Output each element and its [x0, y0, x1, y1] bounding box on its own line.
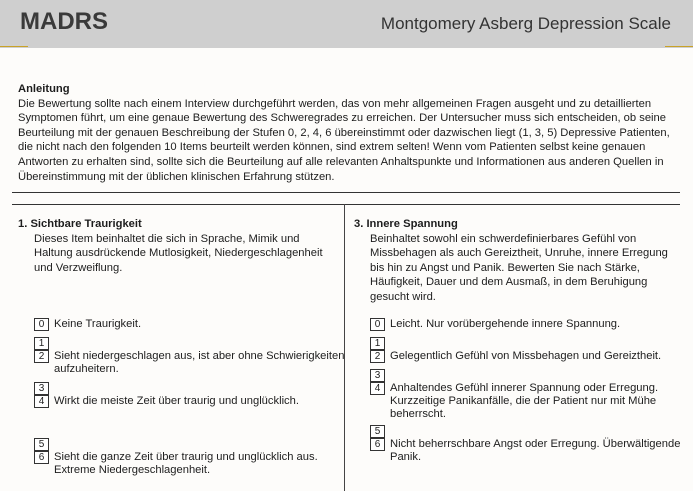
item-1-option-5[interactable]	[34, 438, 359, 451]
option-label: Sieht niedergeschlagen aus, ist aber ohne Schwierigkeiten aufzuheitern.	[54, 350, 345, 375]
item-3-header	[354, 217, 679, 305]
item-3-option-4[interactable]	[370, 382, 693, 421]
item-1-title: 1. Sichtbare Traurigkeit	[18, 218, 142, 230]
item-1-option-6[interactable]	[34, 451, 359, 477]
score-checkbox[interactable]: 0	[370, 318, 385, 331]
item-3-title: 3. Innere Spannung	[354, 218, 458, 230]
item-1-option-4[interactable]	[34, 395, 359, 408]
crop-mark-left	[0, 46, 28, 47]
item-1-option-1[interactable]	[34, 337, 359, 350]
score-checkbox[interactable]: 2	[34, 350, 49, 363]
score-checkbox[interactable]: 4	[34, 395, 49, 408]
score-checkbox[interactable]: 5	[370, 425, 385, 438]
instructions	[18, 82, 675, 184]
score-checkbox[interactable]: 5	[34, 438, 49, 451]
score-checkbox[interactable]: 1	[34, 337, 49, 350]
item-3-option-1[interactable]	[370, 337, 693, 350]
item-3-description: Beinhaltet sowohl ein schwerdefinierbares Gefühl von Missbehagen als auch Gereiztheit, Unruhe, innere Erregung bis hin zu Angst und Panik. Bewerten Sie nach Stärke, Häufigkeit, Dauer und dem Ausmaß, in dem Beruhigung gesucht wird.	[370, 232, 668, 303]
score-checkbox[interactable]: 1	[370, 337, 385, 350]
item-1-description: Dieses Item beinhaltet die sich in Sprache, Mimik und Haltung ausdrückende Mutlosigkeit, Niedergeschlagenheit und Verzweiflung.	[34, 232, 323, 274]
item-1-options	[34, 318, 359, 477]
scale-abbreviation: MADRS	[20, 8, 108, 35]
item-3-options	[370, 318, 693, 464]
option-label: Keine Traurigkeit.	[54, 318, 142, 330]
item-3-option-6[interactable]	[370, 438, 693, 464]
option-label: Anhaltendes Gefühl innerer Spannung oder Erregung. Kurzzeitige Panikanfälle, die der Patient nur mit Mühe beherrscht.	[390, 382, 659, 420]
item-3-option-2[interactable]	[370, 350, 693, 363]
score-checkbox[interactable]: 3	[370, 369, 385, 382]
score-checkbox[interactable]: 6	[34, 451, 49, 464]
item-1-option-3[interactable]	[34, 382, 359, 395]
score-checkbox[interactable]: 3	[34, 382, 49, 395]
item-1-option-0[interactable]	[34, 318, 359, 331]
scale-full-name: Montgomery Asberg Depression Scale	[380, 14, 671, 33]
item-1-header	[18, 217, 338, 275]
score-checkbox[interactable]: 0	[34, 318, 49, 331]
rule-section	[12, 204, 680, 205]
crop-mark-right	[665, 46, 693, 47]
rule-top	[12, 192, 680, 193]
instructions-heading: Anleitung	[18, 83, 70, 95]
option-label: Leicht. Nur vorübergehende innere Spannung.	[390, 318, 621, 330]
instructions-text: Die Bewertung sollte nach einem Interview durchgeführt werden, das von mehr allgemeinen Fragen ausgeht und zu detaillierten Symptomen führt, um eine genaue Bewertung des Schweregrades zu erreichen. Der Untersucher muss sich entscheiden, ob seine Beurteilung mit der genauen Beschreibung der Stufen 0, 2, 4, 6 übereinstimmt oder dazwischen liegt (1, 3, 5) Depressive Patienten, die nicht nach den folgenden 10 Items beurteilt werden können, sind extrem selten! Wenn vom Patienten selbst keine genauen Antworten zu erhalten sind, sollte sich die Beurteilung auf alle relevanten Anhaltspunkte und Informationen aus anderen Quellen in Übereinstimmung mit der üblichen klinischen Erfahrung stützen.	[18, 97, 670, 183]
option-label: Gelegentlich Gefühl von Missbehagen und Gereiztheit.	[390, 350, 662, 362]
score-checkbox[interactable]: 4	[370, 382, 385, 395]
option-label: Sieht die ganze Zeit über traurig und unglücklich aus. Extreme Niedergeschlagenheit.	[54, 451, 318, 476]
item-1-option-2[interactable]	[34, 350, 359, 376]
option-label: Wirkt die meiste Zeit über traurig und unglücklich.	[54, 395, 299, 407]
item-3-option-0[interactable]	[370, 318, 693, 331]
option-label: Nicht beherrschbare Angst oder Erregung. Überwältigende Panik.	[390, 438, 681, 463]
header-band	[0, 0, 693, 48]
score-checkbox[interactable]: 2	[370, 350, 385, 363]
item-3-option-3[interactable]	[370, 369, 693, 382]
score-checkbox[interactable]: 6	[370, 438, 385, 451]
item-3-option-5[interactable]	[370, 425, 693, 438]
